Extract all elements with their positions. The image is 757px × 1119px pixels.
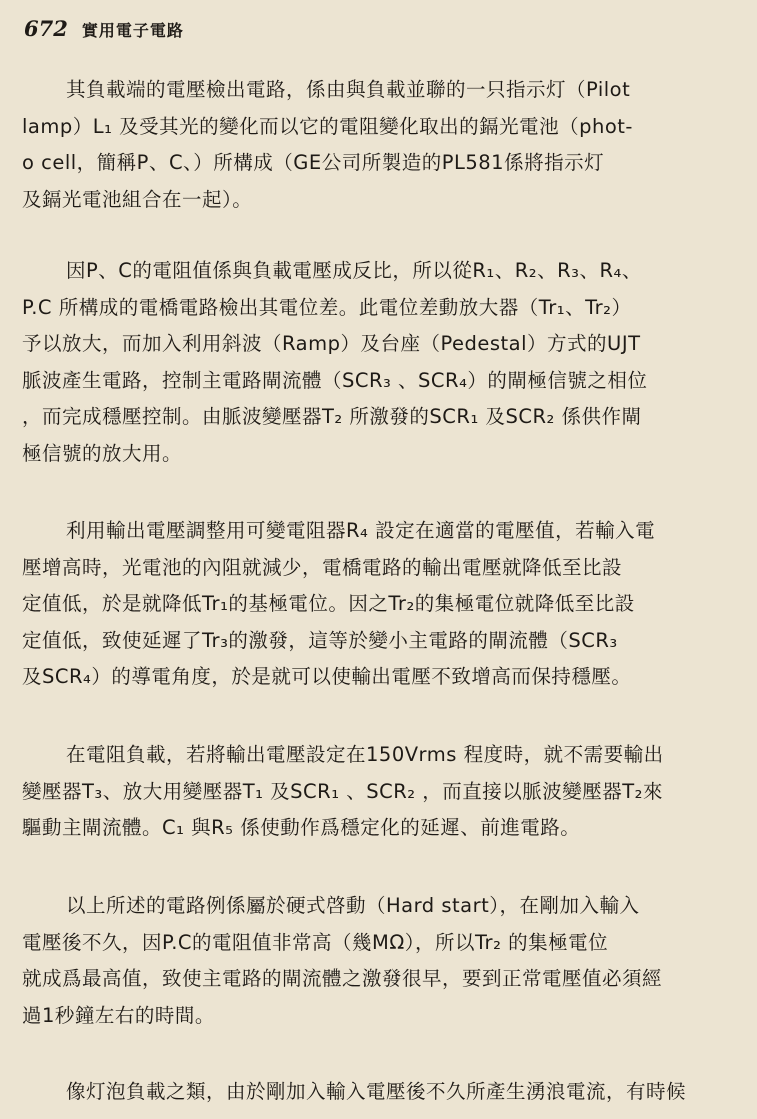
paragraph-4	[22, 737, 734, 847]
text-line: 過1秒鐘左右的時間。	[22, 1003, 215, 1027]
text-line: 利用輸出電壓調整用可變電阻器R₄ 設定在適當的電壓值，若輸入電	[66, 519, 656, 542]
text-line: 因P、C的電阻值係與負載電壓成反比，所以從R₁、R₂、R₃、R₄、	[66, 259, 642, 282]
text-line: 及SCR₄）的導電角度，於是就可以使輸出電壓不致增高而保持穩壓。	[22, 665, 632, 688]
text-line: 及鎘光電池組合在一起）。	[22, 187, 253, 211]
text-line: 極信號的放大用。	[22, 441, 183, 465]
text-line: 定值低，於是就降低Tr₁的基極電位。因之Tr₂的集極電位就降低至比設	[22, 592, 635, 615]
text-line: 其負載端的電壓檢出電路，係由與負載並聯的一只指示灯（Pilot	[66, 78, 631, 101]
page-header	[24, 16, 184, 41]
paragraph-3	[22, 513, 734, 696]
text-line: 壓增高時，光電池的內阻就減少，電橋電路的輸出電壓就降低至比設	[22, 555, 623, 579]
text-line: ，而完成穩壓控制。由脈波變壓器T₂ 所激發的SCR₁ 及SCR₂ 係供作閘	[22, 405, 642, 428]
running-title: 實用電子電路	[81, 21, 184, 40]
text-line: 在電阻負載，若將輸出電壓設定在150Vrms 程度時，就不需要輸出	[66, 743, 664, 766]
text-line: 脈波產生電路，控制主電路閘流體（SCR₃ 、SCR₄）的閘極信號之相位	[22, 368, 648, 392]
text-line: 電壓後不久，因P.C的電阻值非常高（幾MΩ），所以Tr₂ 的集極電位	[22, 930, 609, 954]
text-line: 以上所述的電路例係屬於硬式啓動（Hard start），在剛加入輸入	[66, 894, 640, 917]
text-line: 驅動主閘流體。C₁ 與R₅ 係使動作爲穩定化的延遲、前進電路。	[22, 816, 581, 839]
paragraph-5	[22, 888, 734, 1034]
text-line: 像灯泡負載之類，由於剛加入輸入電壓後不久所產生湧浪電流，有時候	[66, 1080, 687, 1103]
text-line: lamp）L₁ 及受其光的變化而以它的電阻變化取出的鎘光電池（phot-	[22, 114, 633, 138]
paragraph-2	[22, 253, 734, 472]
text-line: 定值低，致使延遲了Tr₃的激發，這等於變小主電路的閘流體（SCR₃	[22, 628, 618, 652]
page-number: 672	[24, 16, 68, 41]
text-line: 予以放大，而加入利用斜波（Ramp）及台座（Pedestal）方式的UJT	[22, 332, 641, 355]
text-line: 就成爲最高值，致使主電路的閘流體之激發很早，要到正常電壓值必須經	[22, 967, 663, 990]
text-line: P.C 所構成的電橋電路檢出其電位差。此電位差動放大器（Tr₁、Tr₂）	[22, 295, 632, 319]
text-line: 變壓器T₃、放大用變壓器T₁ 及SCR₁ 、SCR₂ ，而直接以脈波變壓器T₂來	[22, 779, 664, 803]
paragraph-6	[22, 1074, 734, 1111]
paragraph-1	[22, 72, 734, 218]
text-line: o cell，簡稱P、C、）所構成（GE公司所製造的PL581係將指示灯	[22, 151, 605, 174]
